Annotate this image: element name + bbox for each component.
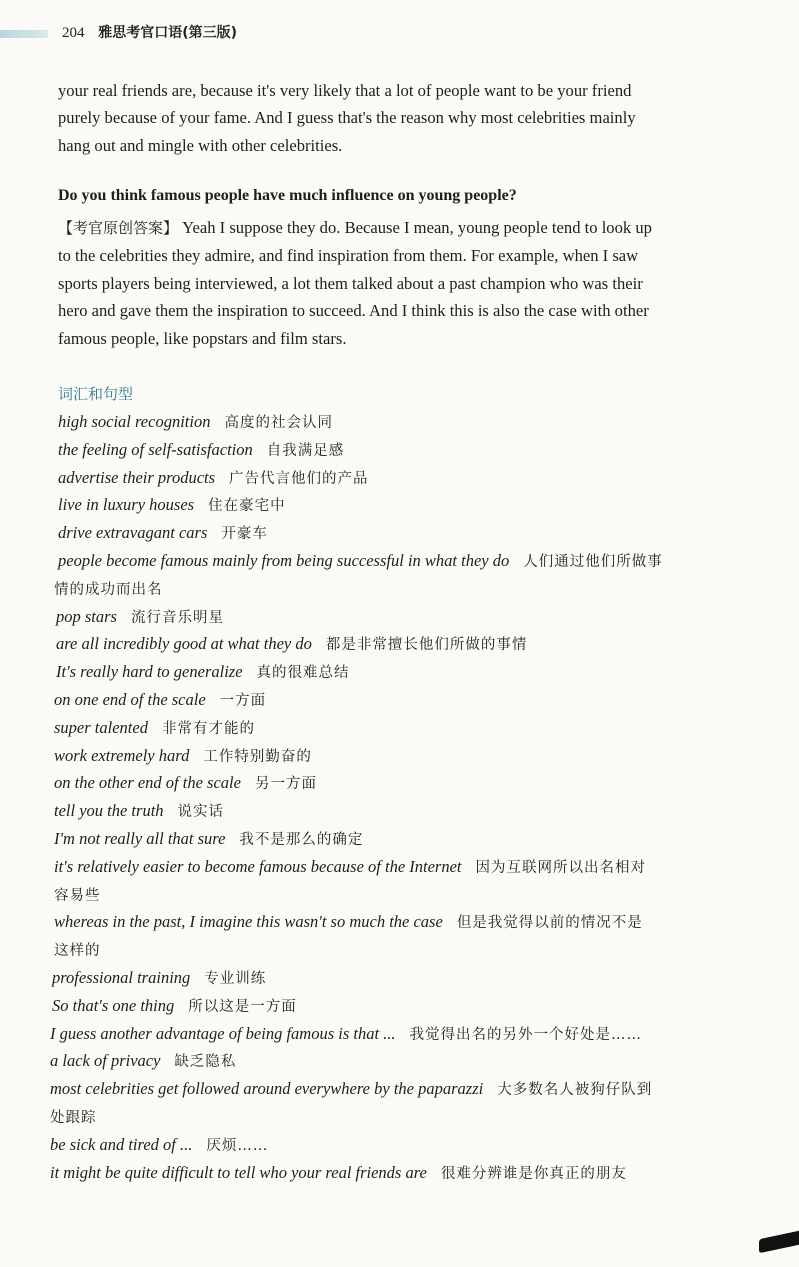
header-accent-bar (0, 30, 48, 38)
vocab-english: tell you the truth (54, 801, 164, 821)
vocab-list (50, 408, 770, 1186)
answer-line: sports players being interviewed, a lot them talked about a past champion who was their (58, 273, 643, 293)
vocab-item (50, 853, 770, 881)
vocab-item (50, 1131, 770, 1159)
vocab-item (50, 436, 770, 464)
vocab-english: whereas in the past, I imagine this wasn't so much the case (54, 912, 443, 932)
vocab-item (50, 825, 770, 853)
vocab-item (50, 630, 770, 658)
vocab-item (50, 797, 770, 825)
vocab-chinese: 专业训练 (204, 970, 267, 987)
vocab-chinese: 我不是那么的确定 (239, 831, 364, 848)
vocab-chinese: 另一方面 (254, 776, 317, 793)
answer-line: hero and gave them the inspiration to succeed. And I think this is also the case with other (58, 301, 649, 321)
vocab-chinese: 但是我觉得以前的情况不是 (456, 915, 643, 932)
vocab-item (50, 686, 770, 714)
vocab-chinese: 情的成功而出名 (54, 581, 163, 598)
vocab-chinese: 厌烦…… (206, 1137, 269, 1154)
answer-paragraph (58, 214, 768, 352)
vocab-english: pop stars (56, 606, 117, 626)
vocab-chinese: 因为互联网所以出名相对 (475, 859, 647, 876)
vocab-chinese: 高度的社会认同 (224, 415, 333, 431)
vocab-chinese: 处跟踪 (50, 1109, 97, 1126)
vocab-chinese: 都是非常擅长他们所做的事情 (325, 637, 528, 654)
vocab-english: super talented (54, 717, 148, 737)
vocab-english: it might be quite difficult to tell who your real friends are (50, 1162, 427, 1182)
vocab-chinese: 真的很难总结 (256, 665, 350, 682)
vocab-item (50, 491, 770, 519)
paragraph-line: your real friends are, because it's very likely that a lot of people want to be your friend (58, 81, 632, 100)
vocab-item (50, 992, 770, 1020)
page-number: 204 (62, 25, 85, 41)
vocab-item (50, 936, 770, 964)
vocab-english: It's really hard to generalize (56, 662, 243, 682)
vocab-item (50, 464, 770, 492)
paragraph-line: hang out and mingle with other celebrities. (58, 135, 343, 155)
vocab-chinese: 广告代言他们的产品 (229, 470, 369, 487)
vocab-chinese: 开豪车 (221, 526, 268, 543)
answer-line: 【考官原创答案】 Yeah I suppose they do. Because I mean, young people tend to look up (58, 218, 652, 237)
vocab-item (50, 1075, 770, 1103)
vocab-item (50, 547, 770, 575)
vocab-chinese: 流行音乐明星 (130, 609, 224, 626)
vocab-item (50, 408, 770, 436)
answer-line: to the celebrities they admire, and find inspiration from them. For example, when I saw (58, 246, 639, 266)
vocab-chinese: 说实话 (177, 804, 225, 821)
question-heading: Do you think famous people have much influence on young people? (58, 187, 517, 204)
vocab-english: are all incredibly good at what they do (56, 634, 312, 654)
vocab-chinese: 很难分辨谁是你真正的朋友 (440, 1165, 627, 1182)
page-header (62, 22, 237, 42)
continued-paragraph (58, 77, 768, 159)
vocab-english: professional training (52, 967, 191, 987)
vocab-chinese: 工作特别勤奋的 (203, 748, 312, 765)
vocab-chinese: 人们通过他们所做事 (523, 553, 663, 570)
vocab-chinese: 自我满足感 (266, 442, 345, 459)
vocab-english: high social recognition (58, 412, 211, 431)
page-corner-shadow (759, 1231, 799, 1254)
vocab-section-title: 词汇和句型 (58, 385, 134, 403)
answer-line: famous people, like popstars and film stars. (58, 328, 347, 348)
vocab-item (50, 658, 770, 686)
vocab-chinese: 住在豪宅中 (208, 498, 286, 515)
vocab-item (50, 519, 770, 547)
vocab-english: advertise their products (58, 467, 216, 487)
vocab-english: most celebrities get followed around everywhere by the paparazzi (50, 1079, 484, 1099)
vocab-item (50, 575, 770, 603)
vocab-item (50, 1020, 770, 1048)
vocab-english: on one end of the scale (54, 689, 206, 709)
vocab-english: be sick and tired of ... (50, 1134, 193, 1154)
vocab-item (50, 1159, 770, 1187)
paragraph-line: purely because of your fame. And I guess that's the reason why most celebrities mainly (58, 108, 636, 128)
answer-tag: 【考官原创答案】 (58, 219, 179, 237)
vocab-english: people become famous mainly from being successful in what they do (58, 550, 510, 570)
vocab-english: I'm not really all that sure (54, 828, 226, 848)
vocab-english: live in luxury houses (58, 495, 195, 515)
vocab-item (50, 742, 770, 770)
vocab-chinese: 大多数名人被狗仔队到 (497, 1082, 653, 1099)
vocab-item (50, 908, 770, 936)
vocab-english: I guess another advantage of being famous is that ... (50, 1023, 396, 1043)
vocab-english: work extremely hard (54, 745, 190, 765)
vocab-chinese: 一方面 (219, 692, 267, 709)
book-title: 雅思考官口语(第三版) (98, 25, 238, 41)
vocab-item (50, 881, 770, 909)
vocab-chinese: 非常有才能的 (161, 720, 255, 737)
vocab-english: drive extravagant cars (58, 523, 208, 543)
vocab-chinese: 缺乏隐私 (174, 1054, 237, 1071)
vocab-chinese: 这样的 (54, 943, 101, 960)
vocab-english: it's relatively easier to become famous because of the Internet (54, 856, 462, 876)
vocab-english: a lack of privacy (50, 1051, 161, 1071)
vocab-item (50, 603, 770, 631)
vocab-item (50, 1103, 770, 1131)
vocab-english: So that's one thing (52, 995, 175, 1015)
vocab-item (50, 1047, 770, 1075)
vocab-chinese: 容易些 (54, 887, 101, 904)
vocab-item (50, 964, 770, 992)
vocab-english: the feeling of self-satisfaction (58, 439, 253, 459)
vocab-english: on the other end of the scale (54, 773, 241, 793)
vocab-item (50, 769, 770, 797)
vocab-chinese: 我觉得出名的另外一个好处是…… (409, 1026, 643, 1043)
vocab-chinese: 所以这是一方面 (188, 998, 297, 1015)
vocab-item (50, 714, 770, 742)
